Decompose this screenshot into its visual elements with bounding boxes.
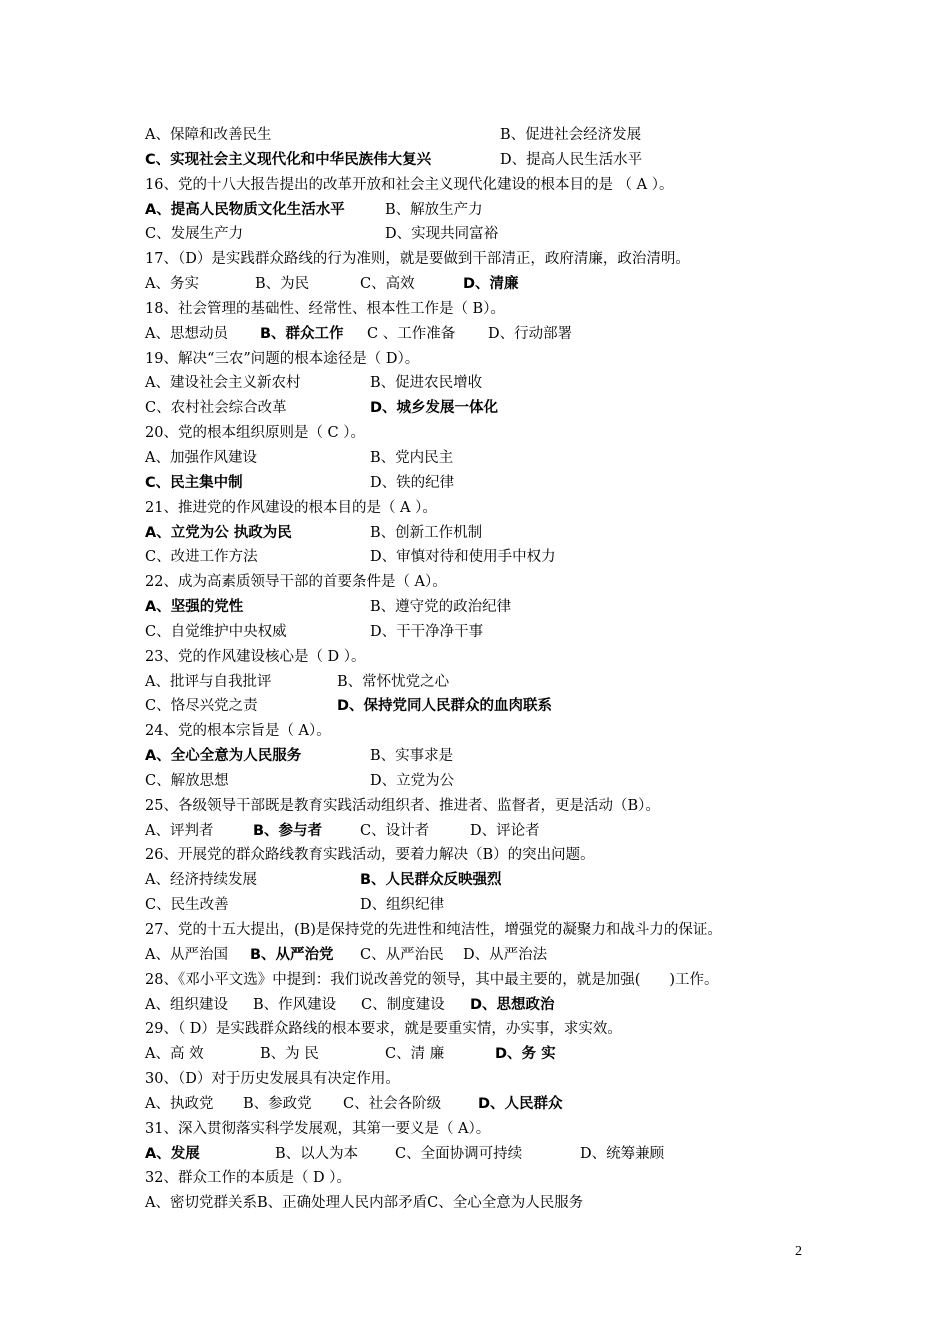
text-segment: D、评论者 <box>470 822 540 839</box>
text-segment: A、思想动员 <box>145 325 228 342</box>
text-segment: D、提高人民生活水平 <box>500 151 643 168</box>
text-segment: 26、开展党的群众路线教育实践活动，要着力解决（B）的突出问题。 <box>145 847 595 864</box>
text-segment: 22、成为高素质领导干部的首要条件是（ A）。 <box>145 574 447 591</box>
text-segment: 31、深入贯彻落实科学发展观，其第一要义是（ A）。 <box>145 1120 491 1137</box>
answer-option-correct: C、民主集中制 <box>145 474 243 491</box>
text-line <box>145 819 825 844</box>
text-segment: B、解放生产力 <box>385 201 483 218</box>
text-line <box>145 968 825 993</box>
text-segment: A、执政党 <box>145 1095 214 1112</box>
text-segment: C、设计者 <box>360 822 430 839</box>
answer-option-correct: A、提高人民物质文化生活水平 <box>145 201 345 218</box>
text-segment: B、为 民 <box>260 1046 319 1063</box>
text-line <box>145 446 825 471</box>
text-segment: C、恪尽兴党之责 <box>145 698 258 715</box>
text-segment: A、从严治国 <box>145 946 228 963</box>
text-line <box>145 595 825 620</box>
text-segment: A、经济持续发展 <box>145 872 257 889</box>
text-segment: D、审慎对待和使用手中权力 <box>370 549 556 566</box>
text-segment: A、保障和改善民生 <box>145 127 272 143</box>
text-segment: C、农村社会综合改革 <box>145 400 287 417</box>
answer-option-correct: A、全心全意为人民服务 <box>145 748 302 765</box>
text-segment: A、加强作风建设 <box>145 449 257 466</box>
text-segment: B、遵守党的政治纪律 <box>370 599 512 616</box>
text-segment: C、全面协调可持续 <box>395 1145 523 1162</box>
text-line <box>145 645 825 670</box>
text-line <box>145 670 825 695</box>
text-line <box>145 421 825 446</box>
text-segment: A、密切党群关系B、正确处理人民内部矛盾C、全心全意为人民服务 <box>145 1195 584 1212</box>
text-line <box>145 1092 825 1117</box>
text-line <box>145 545 825 570</box>
text-segment: C、解放思想 <box>145 772 229 789</box>
text-segment: A、评判者 <box>145 822 214 839</box>
text-segment: C、社会各阶级 <box>343 1095 442 1112</box>
text-line <box>145 371 825 396</box>
answer-option-correct: B、参与者 <box>253 822 323 839</box>
answer-option-correct: B、人民群众反映强烈 <box>360 872 502 889</box>
answer-option-correct: D、人民群众 <box>478 1095 563 1112</box>
text-segment: C、高效 <box>360 276 415 293</box>
text-line <box>145 744 825 769</box>
text-line <box>145 222 825 247</box>
text-segment: B、促进社会经济发展 <box>500 127 642 143</box>
text-line <box>145 1067 825 1092</box>
text-line <box>145 297 825 322</box>
text-line <box>145 769 825 794</box>
text-segment: 19、解决“三农”问题的根本途径是（ D）。 <box>145 350 420 367</box>
text-line <box>145 620 825 645</box>
text-segment: 27、党的十五大提出，(B)是保持党的先进性和纯洁性，增强党的凝聚力和战斗力的保证。 <box>145 922 722 938</box>
question-list <box>145 123 825 1216</box>
text-line <box>145 521 825 546</box>
text-line <box>145 1142 825 1167</box>
answer-option-correct: D、务 实 <box>495 1046 556 1063</box>
text-line <box>145 918 825 943</box>
text-segment: D、组织纪律 <box>360 897 445 914</box>
text-line <box>145 868 825 893</box>
answer-option-correct: A、发展 <box>145 1145 200 1162</box>
text-line <box>145 1166 825 1191</box>
text-line <box>145 893 825 918</box>
text-segment: C、从严治民 <box>360 946 444 963</box>
text-line <box>145 148 825 173</box>
text-segment: A、建设社会主义新农村 <box>145 375 301 392</box>
text-segment: D、实现共同富裕 <box>385 226 499 243</box>
text-line <box>145 843 825 868</box>
text-segment: C、自觉维护中央权威 <box>145 623 287 640</box>
answer-option-correct: D、思想政治 <box>470 996 555 1013</box>
text-segment: D、统筹兼顾 <box>580 1145 665 1162</box>
text-segment: 24、党的根本宗旨是（ A）。 <box>145 723 331 740</box>
text-segment: 16、党的十八大报告提出的改革开放和社会主义现代化建设的根本目的是 （ A ）。 <box>145 176 674 193</box>
text-segment: C、改进工作方法 <box>145 549 258 566</box>
answer-option-correct: A、立党为公 执政为民 <box>145 524 292 541</box>
text-segment: 30、（D）对于历史发展具有决定作用。 <box>145 1071 400 1088</box>
text-segment: D、从严治法 <box>463 946 548 963</box>
text-segment: 17、（D）是实践群众路线的行为准则，就是要做到干部清正，政府清廉，政治清明。 <box>145 251 690 268</box>
text-line <box>145 1117 825 1142</box>
text-segment: A、组织建设 <box>145 996 228 1013</box>
answer-option-correct: A、坚强的党性 <box>145 599 244 616</box>
text-segment: 28、《邓小平文选》中提到：我们说改善党的领导，其中最主要的，就是加强( )工作。 <box>145 971 719 988</box>
answer-option-correct: B、从严治党 <box>250 946 334 963</box>
text-line <box>145 322 825 347</box>
text-segment: D、行动部署 <box>488 325 573 342</box>
text-line <box>145 794 825 819</box>
text-segment: 29、（ D）是实践群众路线的根本要求，就是要重实情，办实事，求实效。 <box>145 1021 622 1038</box>
text-segment: B、参政党 <box>243 1095 312 1112</box>
text-segment: C、制度建设 <box>361 996 445 1013</box>
text-segment: C、发展生产力 <box>145 226 244 243</box>
text-segment: D、立党为公 <box>370 772 455 789</box>
text-segment: B、常怀忧党之心 <box>337 673 450 690</box>
text-segment: B、促进农民增收 <box>370 375 483 392</box>
text-segment: C、清 廉 <box>385 1046 445 1063</box>
text-segment: B、党内民主 <box>370 449 454 466</box>
text-line <box>145 694 825 719</box>
text-segment: D、干干净净干事 <box>370 623 484 640</box>
text-segment: C 、工作准备 <box>367 325 456 342</box>
text-segment: A、务实 <box>145 276 199 293</box>
text-line <box>145 943 825 968</box>
text-line <box>145 198 825 223</box>
text-segment: 18、社会管理的基础性、经常性、根本性工作是（ B）。 <box>145 300 505 317</box>
text-line <box>145 123 825 148</box>
answer-option-correct: D、保持党同人民群众的血肉联系 <box>337 698 553 715</box>
text-segment: B、以人为本 <box>275 1145 359 1162</box>
answer-option-correct: D、清廉 <box>463 276 519 293</box>
text-segment: A、批评与自我批评 <box>145 673 272 690</box>
text-segment: B、作风建设 <box>253 996 337 1013</box>
text-segment: 20、党的根本组织原则是（ C ）。 <box>145 425 366 442</box>
text-segment: A、高 效 <box>145 1046 204 1063</box>
text-segment: 21、推进党的作风建设的根本目的是（ A ）。 <box>145 499 437 516</box>
text-line <box>145 396 825 421</box>
text-segment: 25、各级领导干部既是教育实践活动组织者、推进者、监督者，更是活动（B）。 <box>145 797 660 814</box>
page-number: 2 <box>795 1244 802 1259</box>
text-segment: B、实事求是 <box>370 748 454 765</box>
text-line <box>145 1017 825 1042</box>
text-line <box>145 173 825 198</box>
text-line <box>145 347 825 372</box>
text-line <box>145 993 825 1018</box>
text-segment: 32、群众工作的本质是（ D ）。 <box>145 1170 352 1187</box>
text-line <box>145 496 825 521</box>
text-line <box>145 1191 825 1216</box>
text-segment: D、铁的纪律 <box>370 474 455 491</box>
text-line <box>145 1042 825 1067</box>
text-segment: B、创新工作机制 <box>370 524 483 541</box>
text-segment: 23、党的作风建设核心是（ D ）。 <box>145 648 366 665</box>
answer-option-correct: D、城乡发展一体化 <box>370 400 499 417</box>
text-line <box>145 471 825 496</box>
text-line <box>145 247 825 272</box>
text-segment: B、为民 <box>255 276 310 293</box>
text-line <box>145 570 825 595</box>
text-line <box>145 272 825 297</box>
answer-option-correct: B、群众工作 <box>260 325 344 342</box>
text-segment: C、民生改善 <box>145 897 229 914</box>
text-line <box>145 719 825 744</box>
answer-option-correct: C、实现社会主义现代化和中华民族伟大复兴 <box>145 151 432 168</box>
